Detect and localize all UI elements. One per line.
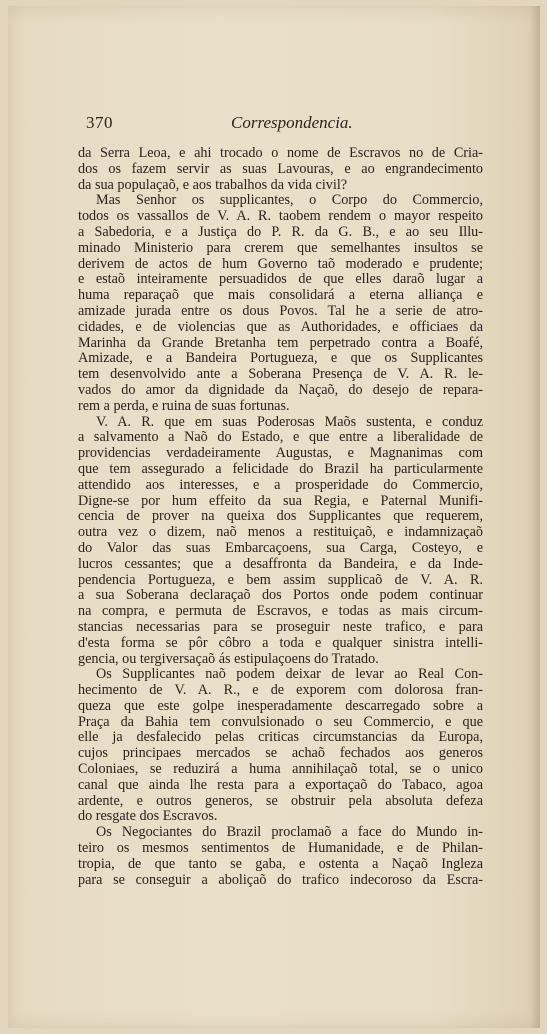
running-head — [86, 113, 492, 137]
text-line: queza que este golpe inesperadamente descarregado sobre a — [78, 697, 483, 714]
text-line: canal que ainda lhe resta para a exportaçaõ do Tabaco, agoa — [78, 776, 483, 793]
text-line: vados do amor da dignidade da Naçaõ, do desejo de repara- — [78, 381, 483, 398]
text-line: Marinha da Grande Bretanha tem perpetrado contra a Boafé, — [78, 334, 483, 351]
text-line: d'esta forma se pôr côbro a toda e qualquer sinistra intelli- — [78, 634, 483, 651]
text-line: lucros cessantes; que a desaffronta da Bandeira, e da Inde- — [78, 555, 483, 572]
text-line: na compra, e permuta de Escravos, e todas as mais circum- — [78, 603, 483, 620]
text-line: V. A. R. que em suas Poderosas Maõs sustenta, e conduz — [96, 413, 483, 430]
text-line: a salvamento a Naõ do Estado, e que entre a liberalidade de — [78, 429, 483, 446]
text-line: Mas Senhor os supplicantes, o Corpo do Commercio, — [96, 192, 483, 209]
text-line: providencias verdadeiramente Augustas, e Magnanimas com — [78, 445, 483, 462]
text-line: huma reparaçaõ que mais consolidará a eterna alliança e — [78, 287, 483, 304]
text-line: cujos principaes mercados se achaõ fechados aos generos — [78, 745, 483, 762]
text-line: Digne-se por hum effeito da sua Regia, e Paternal Munifi- — [78, 492, 483, 509]
text-line: attendido aos interesses, e a prosperidade do Commercio, — [78, 476, 483, 493]
body-text — [78, 146, 483, 888]
text-line: Amizade, e a Bandeira Portugueza, e que os Supplicantes — [78, 350, 483, 367]
text-line: amizade jurada entre os dous Povos. Tal he a serie de atro- — [78, 302, 483, 319]
text-line: da Serra Leoa, e ahi trocado o nome de Escravos no de Cria- — [78, 145, 483, 161]
text-line: para se conseguir a aboliçaõ do trafico indecoroso da Escra- — [78, 871, 483, 888]
text-line: do resgate dos Escravos. — [78, 808, 218, 825]
text-line: ardente, e outros generos, se obstruir pela absoluta defeza — [78, 792, 483, 809]
text-line: dos os fazem servir as suas Lavouras, e ao engrandecimento — [78, 160, 483, 177]
text-line: cencia de prover na queixa dos Supplicantes que requerem, — [78, 508, 483, 525]
text-line: Coloniaes, se reduzirá a huma annihilaçaõ total, se o unico — [78, 761, 483, 778]
text-line: hecimento de V. A. R., e de exporem com dolorosa fran- — [78, 682, 483, 699]
text-line: elle ja desfalecido pelas criticas circumstancias da Europa, — [78, 729, 483, 746]
text-line: outra vez o dizem, naõ menos a restituiçaõ, e indamnizaçaõ — [78, 524, 483, 541]
page-edge-shadow — [530, 6, 540, 1028]
text-line: tem desenvolvido ante a Soberana Presença de V. A. R. le- — [78, 366, 483, 383]
text-line: derivem de actos de hum Governo taõ moderado e prudente; — [78, 255, 483, 272]
text-line: e estaõ inteiramente persuadidos de que elles daraõ lugar a — [78, 271, 483, 288]
page-number: 370 — [86, 113, 113, 132]
text-line: do Valor das suas Embarcaçoens, sua Carga, Costeyo, e — [78, 539, 483, 556]
text-line: stancias necessarias para se proseguir neste trafico, e para — [78, 618, 483, 635]
text-line: que tem assegurado a felicidade do Brazil ha particularmente — [78, 460, 483, 477]
text-line: rem a perda, e ruina de suas fortunas. — [78, 397, 290, 414]
text-line: Praça da Bahia tem convulsionado o seu Commercio, e que — [78, 713, 483, 730]
text-line: tropia, de que tanto se gaba, e ostenta a Naçaõ Ingleza — [78, 855, 483, 872]
text-line: Os Negociantes do Brazil proclamaõ a face do Mundo in- — [96, 824, 483, 841]
text-line: todos os vassallos de V. A. R. taobem rendem o mayor respeito — [78, 208, 483, 225]
text-line: a sua Soberana declaraçaõ dos Portos onde podem continuar — [78, 587, 483, 604]
text-line: minado Ministerio para crerem que semelhantes insultos se — [78, 239, 483, 256]
text-line: da sua populaçaõ, e aos trabalhos da vida civil? — [78, 176, 348, 193]
text-line: gencia, ou tergiversaçaõ ás estipulaçoens do Tratado. — [78, 650, 379, 667]
text-line: pendencia Portugueza, e bem assim supplicaõ de V. A. R. — [78, 571, 483, 588]
text-line: teiro os mesmos sentimentos de Humanidade, e de Philan- — [78, 840, 483, 857]
text-line: Os Supplicantes naõ podem deixar de levar ao Real Con- — [96, 666, 483, 683]
running-title: Correspondencia. — [231, 113, 353, 132]
text-line: a Sabedoria, e a Justiça do P. R. da G. B., e ao seu Illu- — [78, 223, 483, 240]
text-line: cidades, e de violencias que as Authoridades, e officiaes da — [78, 318, 483, 335]
